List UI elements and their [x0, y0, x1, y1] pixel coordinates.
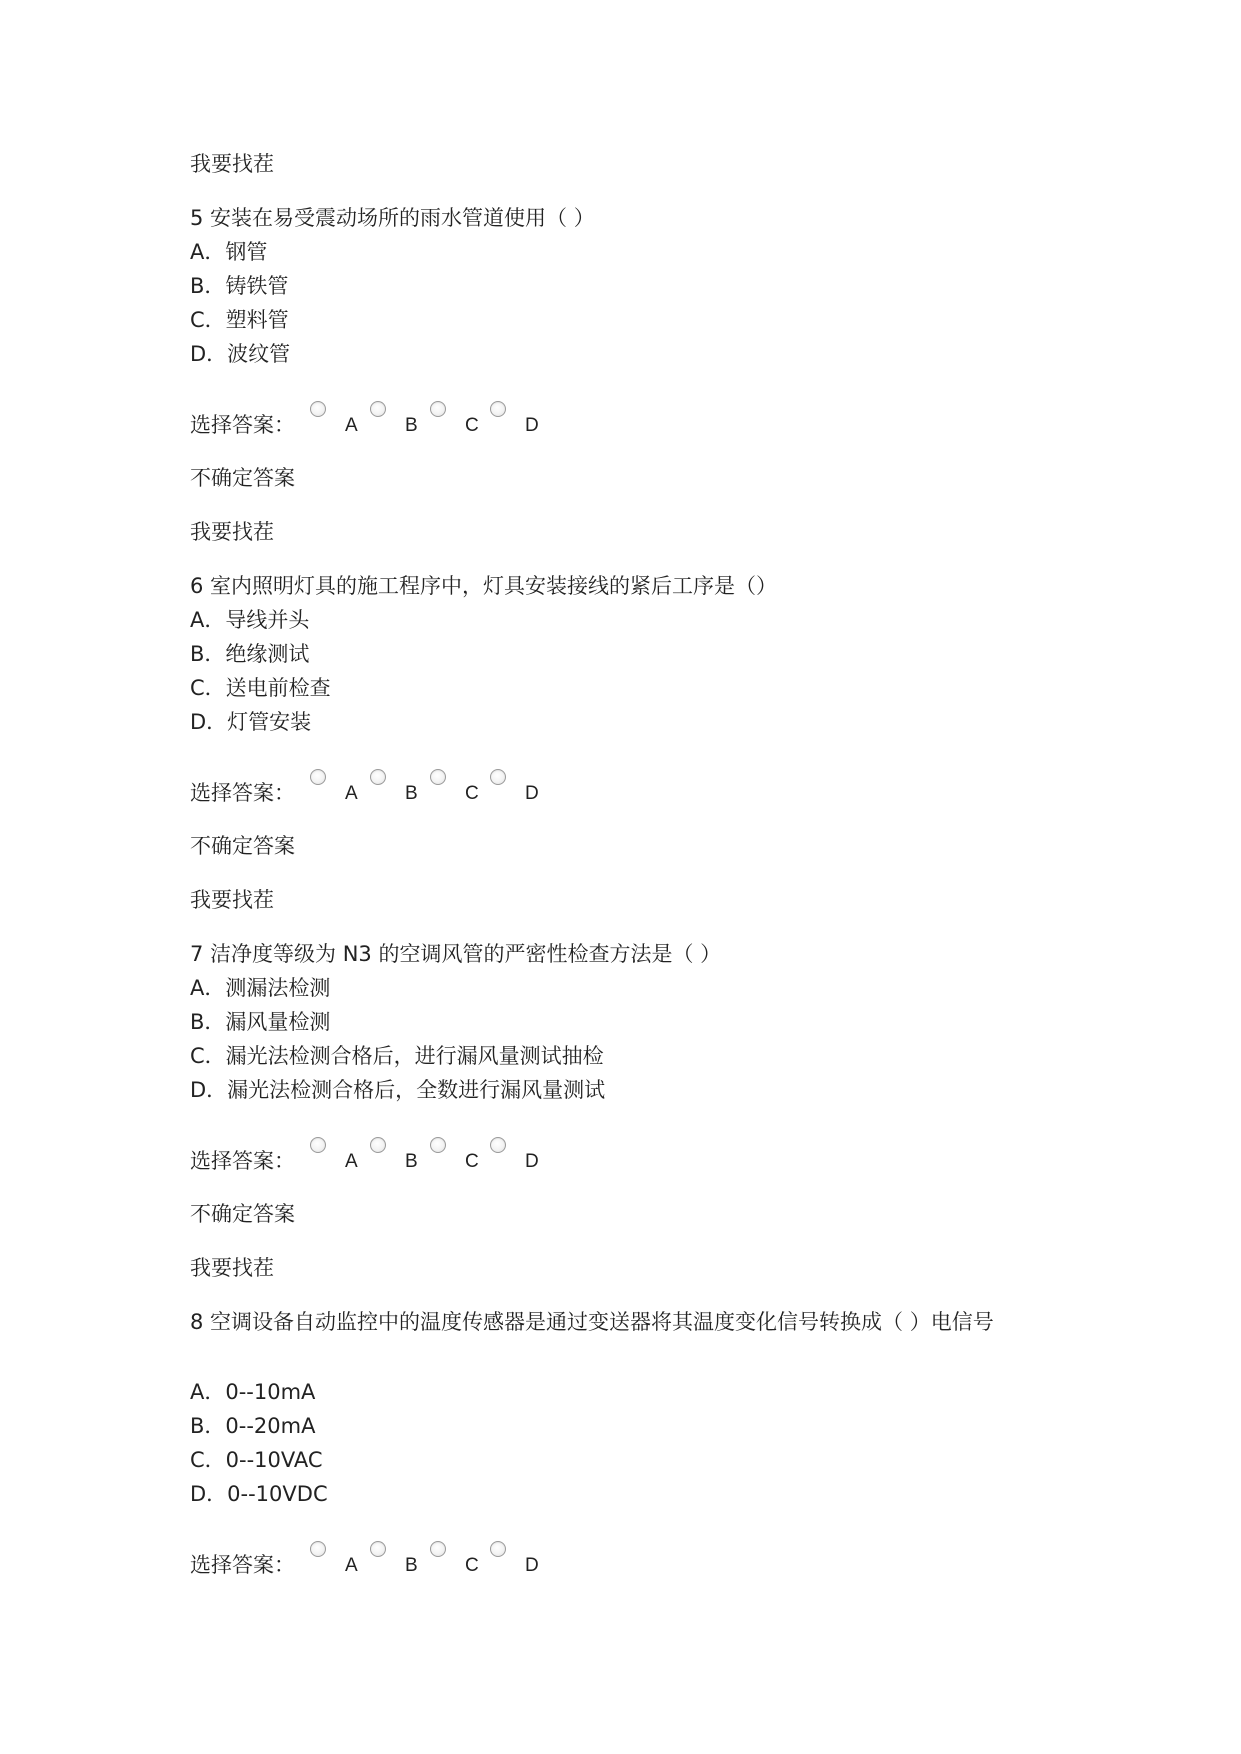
q7-radio-c[interactable]	[430, 1137, 446, 1153]
q7-radio-a-label: A	[345, 1151, 358, 1172]
q6-radio-c[interactable]	[430, 769, 446, 785]
select-answer-label: 选择答案：	[190, 781, 295, 805]
q5-radio-d[interactable]	[490, 401, 506, 417]
unsure-answer-link[interactable]: 不确定答案	[190, 466, 295, 490]
q6-option-d: D．灯管安装	[190, 710, 312, 734]
q5-radio-c[interactable]	[430, 401, 446, 417]
find-error-link[interactable]: 我要找茬	[190, 520, 274, 544]
q8-option-b: B．0--20mA	[190, 1414, 316, 1438]
q6-radio-c-label: C	[465, 783, 479, 804]
q6-radio-b-label: B	[405, 783, 418, 804]
q7-option-a: A．测漏法检测	[190, 976, 331, 1000]
q5-radio-c-label: C	[465, 415, 479, 436]
q8-radio-d[interactable]	[490, 1541, 506, 1557]
q7-radio-b[interactable]	[370, 1137, 386, 1153]
q7-option-d: D．漏光法检测合格后，全数进行漏风量测试	[190, 1078, 606, 1102]
q7-radio-b-label: B	[405, 1151, 418, 1172]
q8-radio-b[interactable]	[370, 1541, 386, 1557]
find-error-link[interactable]: 我要找茬	[190, 1256, 274, 1280]
select-answer-label: 选择答案：	[190, 413, 295, 437]
q5-option-a: A．钢管	[190, 240, 268, 264]
q7-radio-d[interactable]	[490, 1137, 506, 1153]
q7-radio-a[interactable]	[310, 1137, 326, 1153]
q8-radio-b-label: B	[405, 1555, 418, 1576]
q6-radio-a[interactable]	[310, 769, 326, 785]
q8-radio-c[interactable]	[430, 1541, 446, 1557]
select-answer-label: 选择答案：	[190, 1149, 295, 1173]
q8-option-a: A．0--10mA	[190, 1380, 316, 1404]
q8-radio-a[interactable]	[310, 1541, 326, 1557]
q7-radio-c-label: C	[465, 1151, 479, 1172]
q8-radio-d-label: D	[525, 1555, 539, 1576]
q8-option-c: C．0--10VAC	[190, 1448, 323, 1472]
q7-option-c: C．漏光法检测合格后，进行漏风量测试抽检	[190, 1044, 604, 1068]
select-answer-label: 选择答案：	[190, 1553, 295, 1577]
question-6-text: 6 室内照明灯具的施工程序中，灯具安装接线的紧后工序是（）	[190, 574, 778, 598]
unsure-answer-link[interactable]: 不确定答案	[190, 834, 295, 858]
q6-radio-d[interactable]	[490, 769, 506, 785]
find-error-link[interactable]: 我要找茬	[190, 152, 274, 176]
q6-radio-b[interactable]	[370, 769, 386, 785]
find-error-link[interactable]: 我要找茬	[190, 888, 274, 912]
question-8-text: 8 空调设备自动监控中的温度传感器是通过变送器将其温度变化信号转换成（ ）电信号	[190, 1310, 994, 1334]
q5-radio-d-label: D	[525, 415, 539, 436]
q5-option-d: D．波纹管	[190, 342, 291, 366]
q8-radio-c-label: C	[465, 1555, 479, 1576]
question-7-text: 7 洁净度等级为 N3 的空调风管的严密性检查方法是（ ）	[190, 942, 722, 966]
q5-radio-b[interactable]	[370, 401, 386, 417]
q7-radio-d-label: D	[525, 1151, 539, 1172]
q5-radio-b-label: B	[405, 415, 418, 436]
q5-radio-a[interactable]	[310, 401, 326, 417]
unsure-answer-link[interactable]: 不确定答案	[190, 1202, 295, 1226]
q5-option-c: C．塑料管	[190, 308, 289, 332]
q6-radio-d-label: D	[525, 783, 539, 804]
q6-option-c: C．送电前检查	[190, 676, 331, 700]
q6-option-b: B．绝缘测试	[190, 642, 310, 666]
q5-radio-a-label: A	[345, 415, 358, 436]
question-5-text: 5 安装在易受震动场所的雨水管道使用（ ）	[190, 206, 595, 230]
q7-option-b: B．漏风量检测	[190, 1010, 331, 1034]
q8-option-d: D．0--10VDC	[190, 1482, 328, 1506]
q6-radio-a-label: A	[345, 783, 358, 804]
q6-option-a: A．导线并头	[190, 608, 310, 632]
q5-option-b: B．铸铁管	[190, 274, 289, 298]
q8-radio-a-label: A	[345, 1555, 358, 1576]
